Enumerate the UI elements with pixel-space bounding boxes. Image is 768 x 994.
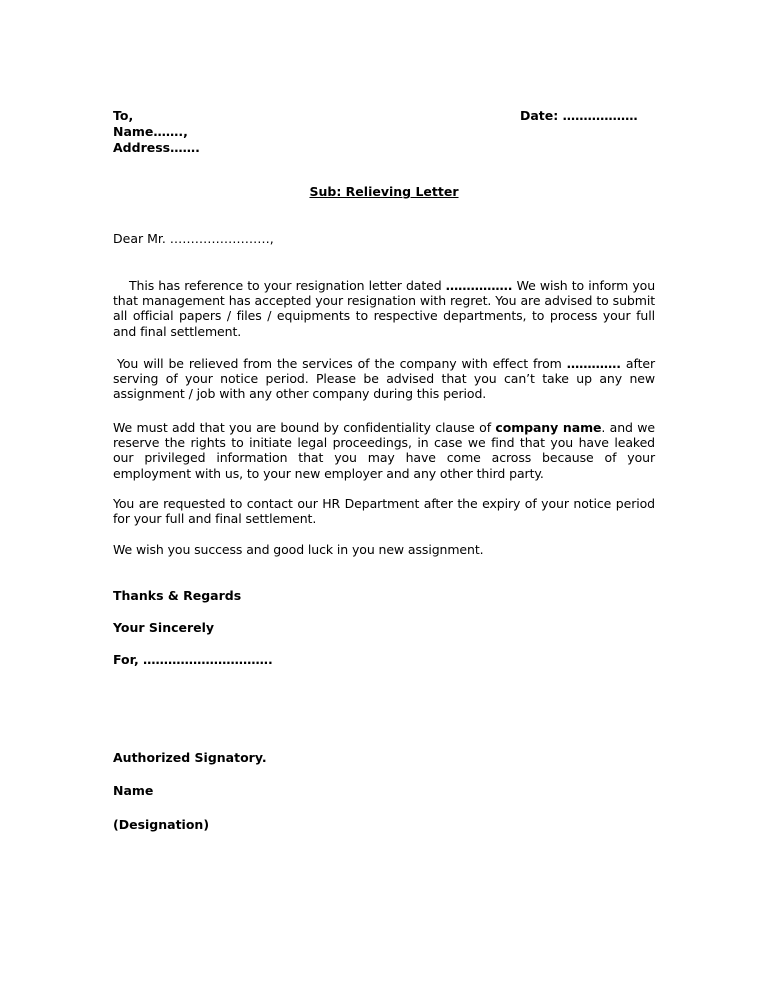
closing-sincerely: Your Sincerely — [113, 620, 215, 635]
paragraph-good-luck: We wish you success and good luck in you new assignment. — [113, 542, 484, 557]
relieving-date-blank: …………. — [566, 356, 621, 371]
paragraph-resignation-accepted — [113, 278, 655, 339]
recipient-address: Address……. — [113, 140, 200, 155]
p1-text-start: This has reference to your resignation letter dated — [129, 278, 446, 293]
signatory-designation: (Designation) — [113, 817, 210, 832]
resignation-date-blank: ……………. — [445, 278, 513, 293]
closing-thanks: Thanks & Regards — [113, 588, 242, 603]
signatory-name: Name — [113, 783, 154, 798]
paragraph-confidentiality — [113, 420, 655, 481]
p2-text-end: after serving of your notice period. Please be advised that you can’t take up any new assignment / job with any other company during this period. — [113, 356, 655, 402]
company-name: company name — [495, 420, 602, 435]
p2-text-start: You will be relieved from the services of the company with effect from — [117, 356, 567, 371]
p1-text-end: We wish to inform you that management has accepted your resignation with regret. You are advised to submit all official papers / files / equipments to respective departments, to process your full and final settlement. — [113, 278, 656, 339]
p3-text-end: . and we reserve the rights to initiate legal proceedings, in case we find that you have leaked our privileged information that you may have come across because of your employment with us, to your new employer and any other third party. — [113, 420, 655, 481]
authorized-signatory: Authorized Signatory. — [113, 750, 267, 765]
paragraph-hr-contact: You are requested to contact our HR Department after the expiry of your notice period for your full and final settlement. — [113, 496, 655, 527]
subject-line: Sub: Relieving Letter — [309, 184, 459, 199]
closing-for-company: For, …………………………. — [113, 652, 273, 667]
p3-text-start: We must add that you are bound by confidentiality clause of — [113, 420, 496, 435]
paragraph-relieving-date — [113, 356, 655, 402]
recipient-name: Name……., — [113, 124, 188, 139]
letter-date: Date: ……………… — [520, 108, 638, 123]
salutation: Dear Mr. ……………………, — [113, 231, 274, 246]
recipient-to: To, — [113, 108, 134, 123]
